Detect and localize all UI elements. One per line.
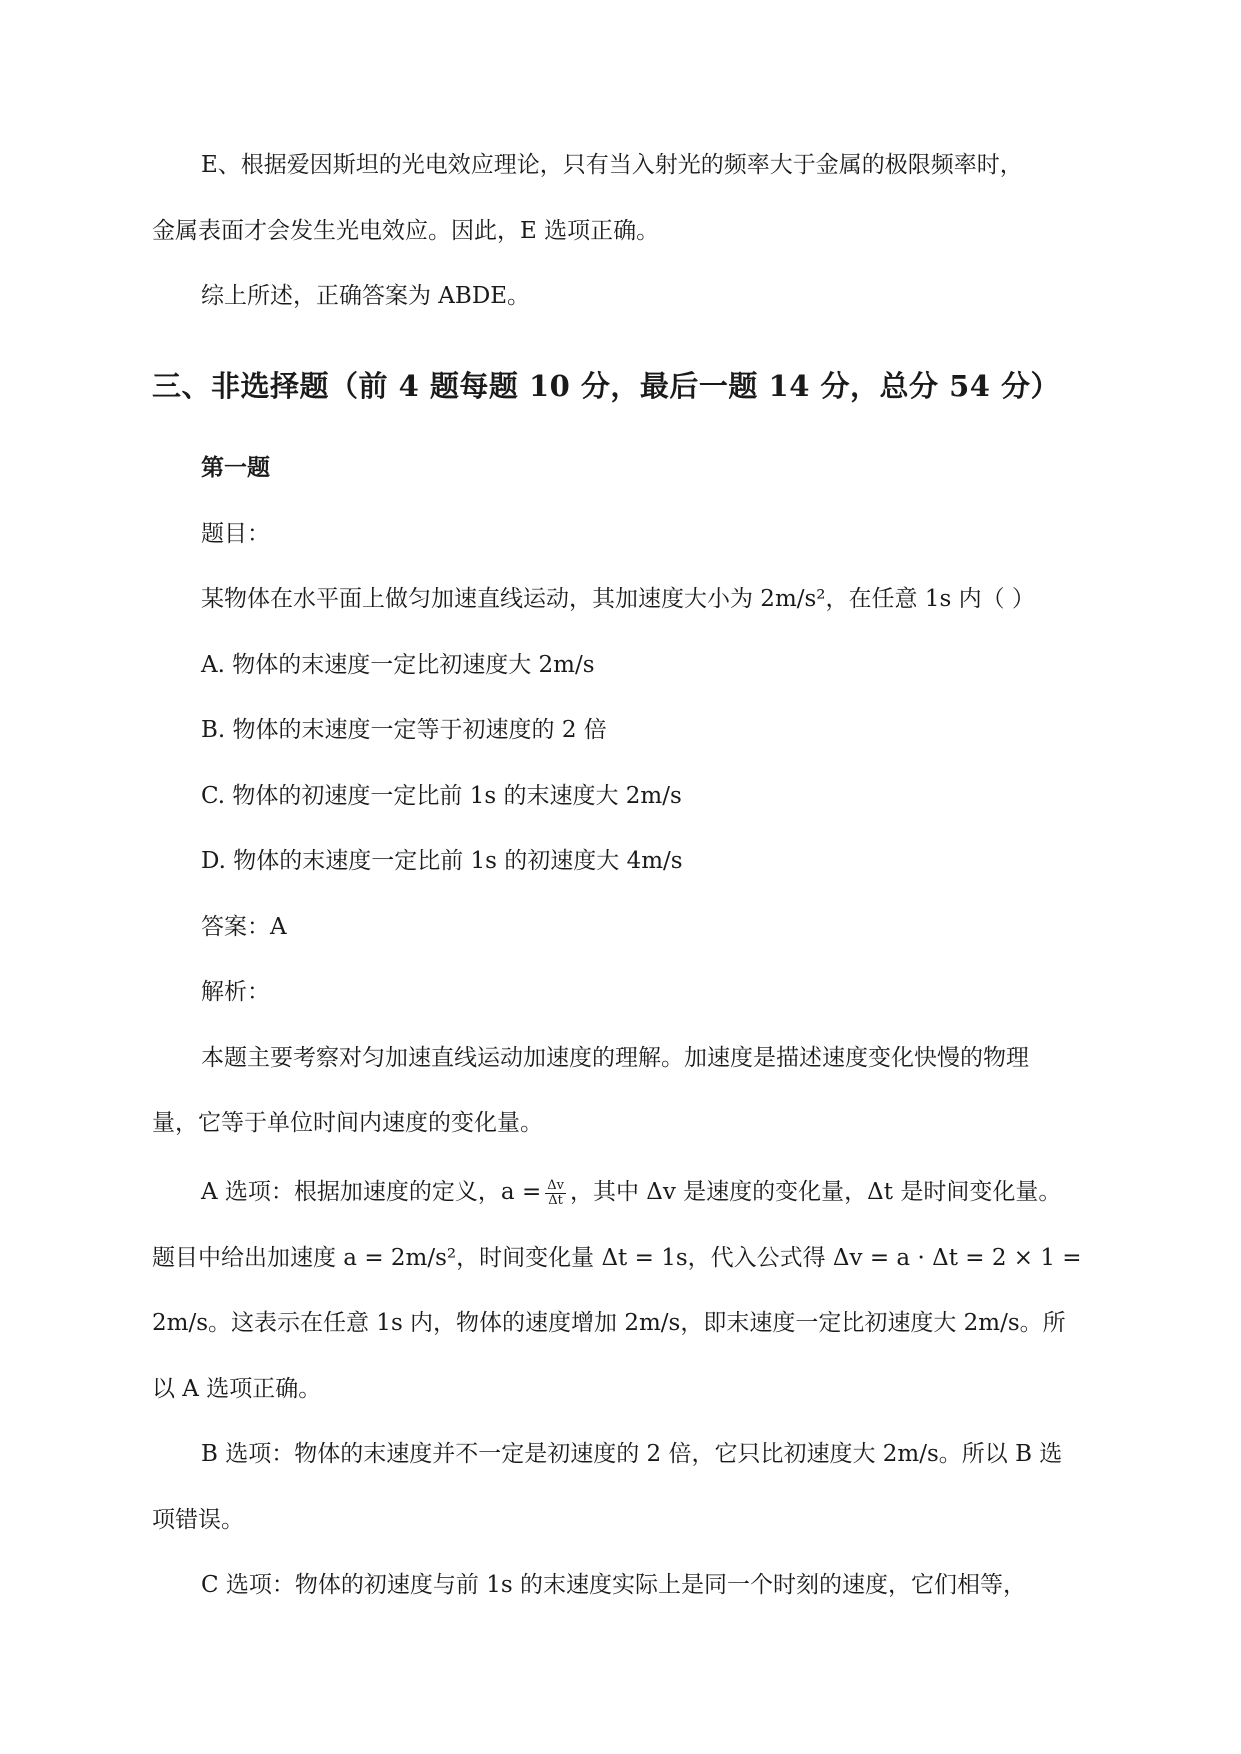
section-heading: 三、非选择题（前 4 题每题 10 分，最后一题 14 分，总分 54 分） — [152, 369, 1061, 403]
question-title: 第一题 — [201, 454, 270, 481]
option-b: B. 物体的末速度一定等于初速度的 2 倍 — [201, 717, 607, 743]
text-line: E、根据爱因斯坦的光电效应理论，只有当入射光的频率大于金属的极限频率时， — [201, 152, 1023, 178]
fraction-denominator: Δt — [548, 1192, 563, 1208]
explanation-text: ，其中 Δv 是速度的变化量，Δt 是时间变化量。 — [569, 1179, 1062, 1205]
explanation-text: 以 A 选项正确。 — [152, 1376, 322, 1402]
fraction-delta-v-over-delta-t — [545, 1179, 566, 1208]
question-text: 某物体在水平面上做匀加速直线运动，其加速度大小为 2m/s²，在任意 1s 内（ ） — [201, 586, 1035, 612]
option-a-explanation — [201, 1177, 1061, 1208]
text-line: 综上所述，正确答案为 ABDE。 — [201, 283, 531, 309]
question-label: 题目： — [201, 521, 270, 547]
analysis-label: 解析： — [201, 979, 270, 1005]
answer-line: 答案：A — [201, 914, 287, 940]
explanation-text: 题目中给出加速度 a = 2m/s²，时间变化量 Δt = 1s，代入公式得 Δv = a · Δt = 2 × 1 = — [152, 1245, 1082, 1271]
explanation-text: A 选项：根据加速度的定义，a = — [201, 1179, 542, 1205]
explanation-text: 2m/s。这表示在任意 1s 内，物体的速度增加 2m/s，即末速度一定比初速度大 2m/s。所 — [152, 1310, 1066, 1336]
text-line: 金属表面才会发生光电效应。因此，E 选项正确。 — [152, 218, 660, 244]
option-c: C. 物体的初速度一定比前 1s 的末速度大 2m/s — [201, 783, 682, 809]
option-a: A. 物体的末速度一定比初速度大 2m/s — [201, 652, 595, 678]
option-d: D. 物体的末速度一定比前 1s 的初速度大 4m/s — [201, 848, 683, 874]
option-b-explanation: B 选项：物体的末速度并不一定是初速度的 2 倍，它只比初速度大 2m/s。所以 B 选 — [201, 1441, 1063, 1467]
analysis-text: 本题主要考察对匀加速直线运动加速度的理解。加速度是描述速度变化快慢的物理 — [201, 1045, 1029, 1071]
option-c-explanation: C 选项：物体的初速度与前 1s 的末速度实际上是同一个时刻的速度，它们相等， — [201, 1572, 1026, 1598]
fraction-numerator: Δv — [547, 1177, 564, 1193]
analysis-text: 量，它等于单位时间内速度的变化量。 — [152, 1110, 543, 1136]
explanation-text: 项错误。 — [152, 1507, 244, 1533]
